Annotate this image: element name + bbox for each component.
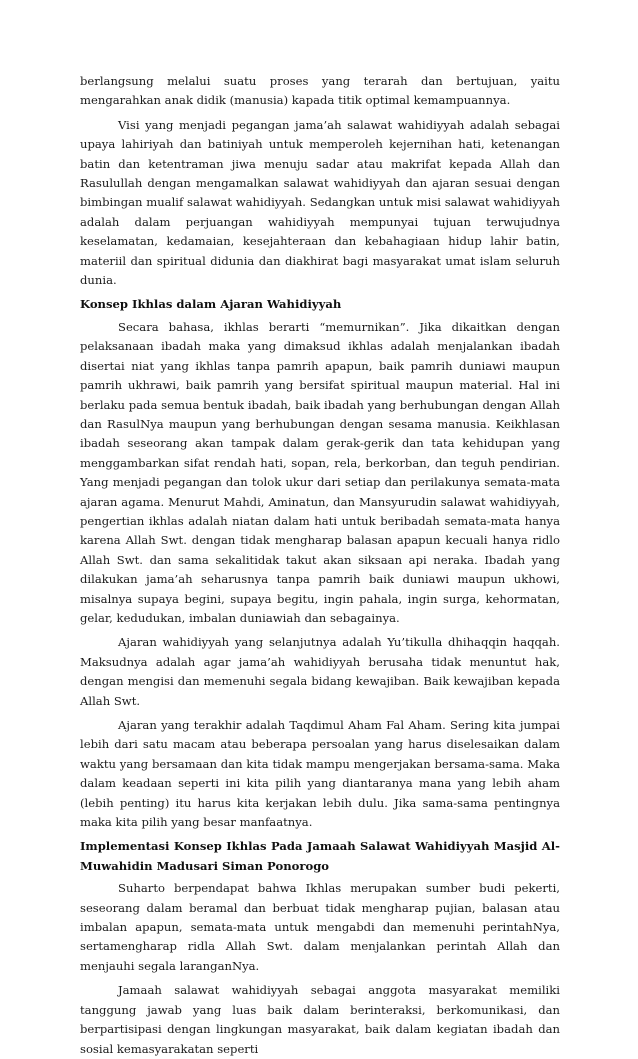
- paragraph-yutikulla: Ajaran wahidiyyah yang selanjutnya adalah Yu’tikulla dhihaqqin haqqah. Maksudnya adalah agar jama’ah wahidiyyah berusaha tidak menuntut hak, dengan mengisi dan memenuhi segala bidang kewajiban. Baik kewajiban kepada Allah Swt.: [80, 635, 560, 708]
- section-heading-implementasi: Implementasi Konsep Ikhlas Pada Jamaah Salawat Wahidiyyah Masjid Al-Muwahidin Madusari Siman Ponorogo: [80, 839, 560, 873]
- paragraph-continuation: berlangsung melalui suatu proses yang terarah dan bertujuan, yaitu mengarahkan anak didik (manusia) kapada titik optimal kemampuannya.: [80, 74, 560, 108]
- paragraph-secara-bahasa: Secara bahasa, ikhlas berarti “memurnikan”. Jika dikaitkan dengan pelaksanaan ibadah maka yang dimaksud ikhlas adalah menjalankan ibadah disertai niat yang ikhlas tanpa pamrih apapun, baik pamrih duniawi maupun pamrih ukhrawi, baik pamrih yang bersifat spiritual maupun material. Hal ini berlaku pada semua bentuk ibadah, baik ibadah yang berhubungan dengan Allah dan RasulNya maupun yang berhubungan dengan sesama manusia. Keikhlasan ibadah seseorang akan tampak dalam gerak-gerik dan tata kehidupan yang menggambarkan sifat rendah hati, sopan, rela, berkorban, dan teguh pendirian. Yang menjadi pegangan dan tolok ukur dari setiap dan perilakunya semata-mata ajaran agama. Menurut Mahdi, Aminatun, dan Mansyurudin salawat wahidiyyah, pengertian ikhlas adalah niatan dalam hati untuk beribadah semata-mata hanya karena Allah Swt. dengan tidak mengharap balasan apapun kecuali hanya ridlo Allah Swt. dan sama sekalitidak takut akan siksaan api neraka. Ibadah yang dilakukan jama’ah seharusnya tanpa pamrih baik duniawi maupun ukhowi, misalnya supaya begini, supaya begitu, ingin pahala, ingin surga, kehormatan, gelar, kedudukan, imbalan duniawiah dan sebagainya.: [80, 319, 560, 625]
- paragraph-suharto: Suharto berpendapat bahwa Ikhlas merupakan sumber budi pekerti, seseorang dalam beramal dan berbuat tidak mengharap pujian, balasan atau imbalan apapun, semata-mata untuk mengabdi dan memenuhi perintahNya, sertamengharap ridla Allah Swt. dalam menjalankan perintah Allah dan menjauhi segala laranganNya.: [80, 881, 560, 973]
- document-page: [80, 72, 560, 1059]
- paragraph-jamaah-masyarakat: Jamaah salawat wahidiyyah sebagai anggota masyarakat memiliki tanggung jawab yang luas baik dalam berinteraksi, berkomunikasi, dan berpartisipasi dengan lingkungan masyarakat, baik dalam kegiatan ibadah dan sosial kemasyarakatan seperti: [80, 983, 560, 1056]
- paragraph-taqdimul-aham: Ajaran yang terakhir adalah Taqdimul Aham Fal Aham. Sering kita jumpai lebih dari satu macam atau beberapa persoalan yang harus diselesaikan dalam waktu yang bersamaan dan kita tidak mampu mengerjakan bersama-sama. Maka dalam keadaan seperti ini kita pilih yang diantaranya mana yang lebih aham (lebih penting) itu harus kita kerjakan lebih dulu. Jika sama-sama pentingnya maka kita pilih yang besar manfaatnya.: [80, 718, 560, 830]
- paragraph-visi-misi: Visi yang menjadi pegangan jama’ah salawat wahidiyyah adalah sebagai upaya lahiriyah dan batiniyah untuk memperoleh kejernihan hati, ketenangan batin dan ketentraman jiwa menuju sadar atau makrifat kepada Allah dan Rasulullah dengan mengamalkan salawat wahidiyyah dan ajaran sesuai dengan bimbingan mualif salawat wahidiyyah. Sedangkan untuk misi salawat wahidiyyah adalah dalam perjuangan wahidiyyah mempunyai tujuan terwujudnya keselamatan, kedamaian, kesejahteraan dan kebahagiaan hidup lahir batin, materiil dan spiritual didunia dan diakhirat bagi masyarakat umat islam seluruh dunia.: [80, 117, 560, 288]
- section-heading-konsep-ikhlas: Konsep Ikhlas dalam Ajaran Wahidiyyah: [80, 297, 342, 312]
